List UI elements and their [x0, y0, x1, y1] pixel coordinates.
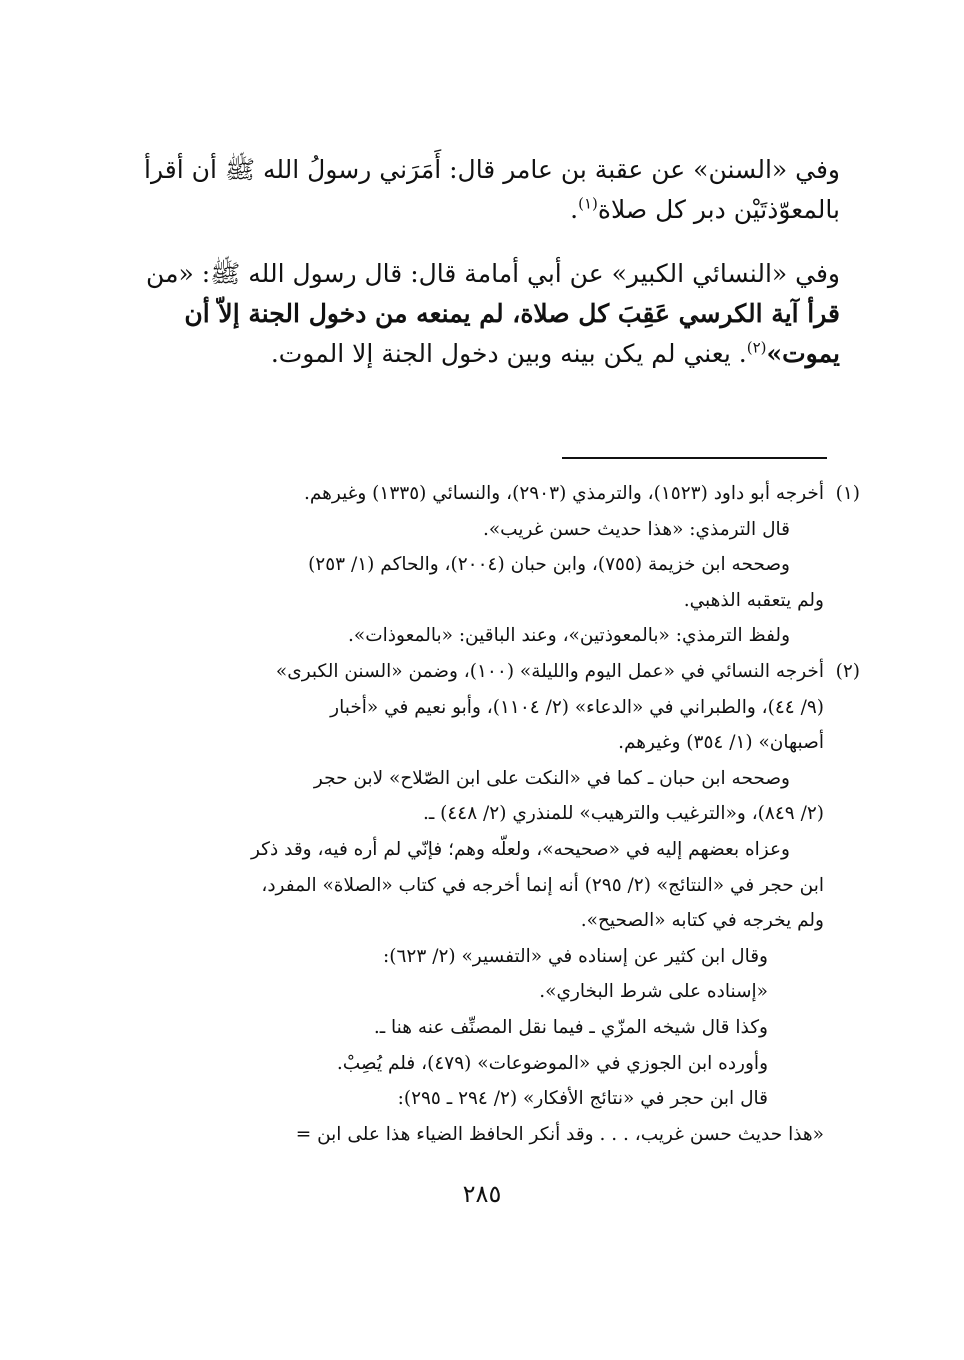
footnote-line: (٩/ ٤٤)، والطبراني في «الدعاء» (٢/ ١١٠٤)، وأبو نعيم في «أخبار — [330, 696, 824, 718]
page-number: ٢٨٥ — [462, 1180, 502, 1208]
footnote-line-continued: «هذا حديث حسن غريب، . . . وقد أنكر الحافظ الضياء هذا على ابن = — [295, 1123, 824, 1145]
footnote-line: وعزاه بعضهم إليه في «صحيحه»، ولعلّه وهم؛ فإنّي لم أره فيه، وقد ذكر — [250, 838, 790, 860]
footnote-line: وأورده ابن الجوزي في «الموضوعات» (٤٧٩)، فلم يُصِبْ. — [336, 1052, 768, 1074]
footnote-1-body — [114, 476, 824, 654]
footnote-1 — [114, 476, 860, 654]
footnote-1-number: (١) — [835, 483, 860, 504]
paragraph-1-line-1: وفي «السنن» عن عقبة بن عامر قال: أَمَرَني رسولُ الله ﷺ أن أقرأ — [144, 155, 840, 184]
footnote-line: وصححه ابن حبان ـ كما في «النكت على ابن الصّلاح» لابن حجر — [313, 767, 790, 789]
footnote-line: «إسناده على شرط البخاري». — [539, 981, 768, 1003]
main-text — [128, 150, 840, 398]
paragraph-2-line-1: وفي «النسائي الكبير» عن أبي أمامة قال: قال رسول الله ﷺ: «من — [146, 259, 840, 288]
footnote-line: قال ابن حجر في «نتائج الأفكار» (٢/ ٢٩٤ ـ ٢٩٥): — [397, 1088, 768, 1110]
hadith-bold-end: يموت» — [766, 339, 840, 368]
footnote-line: أخرجه أبو داود (١٥٢٣)، والترمذي (٢٩٠٣)، والنسائي (١٣٣٥) وغيرهم. — [303, 483, 824, 504]
footnote-line: أخرجه النسائي في «عمل اليوم والليلة» (١٠٠)، وضمن «السنن الكبرى» — [275, 660, 824, 682]
paragraph-2 — [128, 254, 840, 374]
footnote-line: وصححه ابن خزيمة (٧٥٥)، وابن حبان (٢٠٠٤)، والحاكم (١/ ٢٥٣) — [308, 554, 790, 576]
footnote-line: وكذا قال شيخه المزّي ـ فيما نقل المصنِّف عنه هنا ـ. — [373, 1016, 768, 1038]
footnote-2 — [114, 654, 860, 1152]
paragraph-1 — [128, 150, 840, 230]
footnote-line: وقال ابن كثير عن إسناده في «التفسير» (٢/ ٦٢٣): — [383, 945, 768, 967]
footnote-line: أصبهان» (١/ ٣٥٤) وغيرهم. — [618, 732, 824, 754]
paragraph-2-line-3 — [128, 334, 840, 374]
footnote-line: ابن حجر في «النتائج» (٢/ ٢٩٥) أنه إنما أخرجه في كتاب «الصلاة» المفرد، — [261, 874, 824, 896]
footnote-line: ولفظ الترمذي: «بالمعوذتين»، وعند الباقين: «بالمعوذات». — [348, 625, 790, 647]
paragraph-1-end: . — [570, 195, 579, 224]
paragraph-2-explanation: . يعني لم يكن بينه وبين دخول الجنة إلا الموت. — [270, 339, 747, 368]
hadith-bold-text: قرأ آية الكرسي عَقِبَ كل صلاة، لم يمنعه من دخول الجنة إلاّ أن — [184, 299, 840, 328]
footnotes — [114, 476, 860, 1152]
footnote-2-number: (٢) — [835, 660, 860, 682]
footnote-2-body — [114, 654, 824, 1152]
paragraph-1-line-2 — [128, 190, 840, 230]
footnote-line: قال الترمذي: «هذا حديث حسن غريب». — [482, 518, 790, 540]
paragraph-1-text: بالمعوّذتَيْن دبر كل صلاة — [597, 195, 840, 224]
footnote-ref-1[interactable]: (١) — [578, 194, 598, 213]
footnote-line: ولم يتعقبه الذهبي. — [683, 589, 824, 611]
footnote-ref-2[interactable]: (٢) — [746, 338, 767, 357]
footnote-separator — [562, 457, 827, 459]
footnote-line: (٢/ ٨٤٩)، و«الترغيب والترهيب» للمنذري (٢/ ٤٤٨) ـ. — [422, 803, 824, 825]
footnote-line: ولم يخرجه في كتابه «الصحيح». — [580, 910, 824, 932]
